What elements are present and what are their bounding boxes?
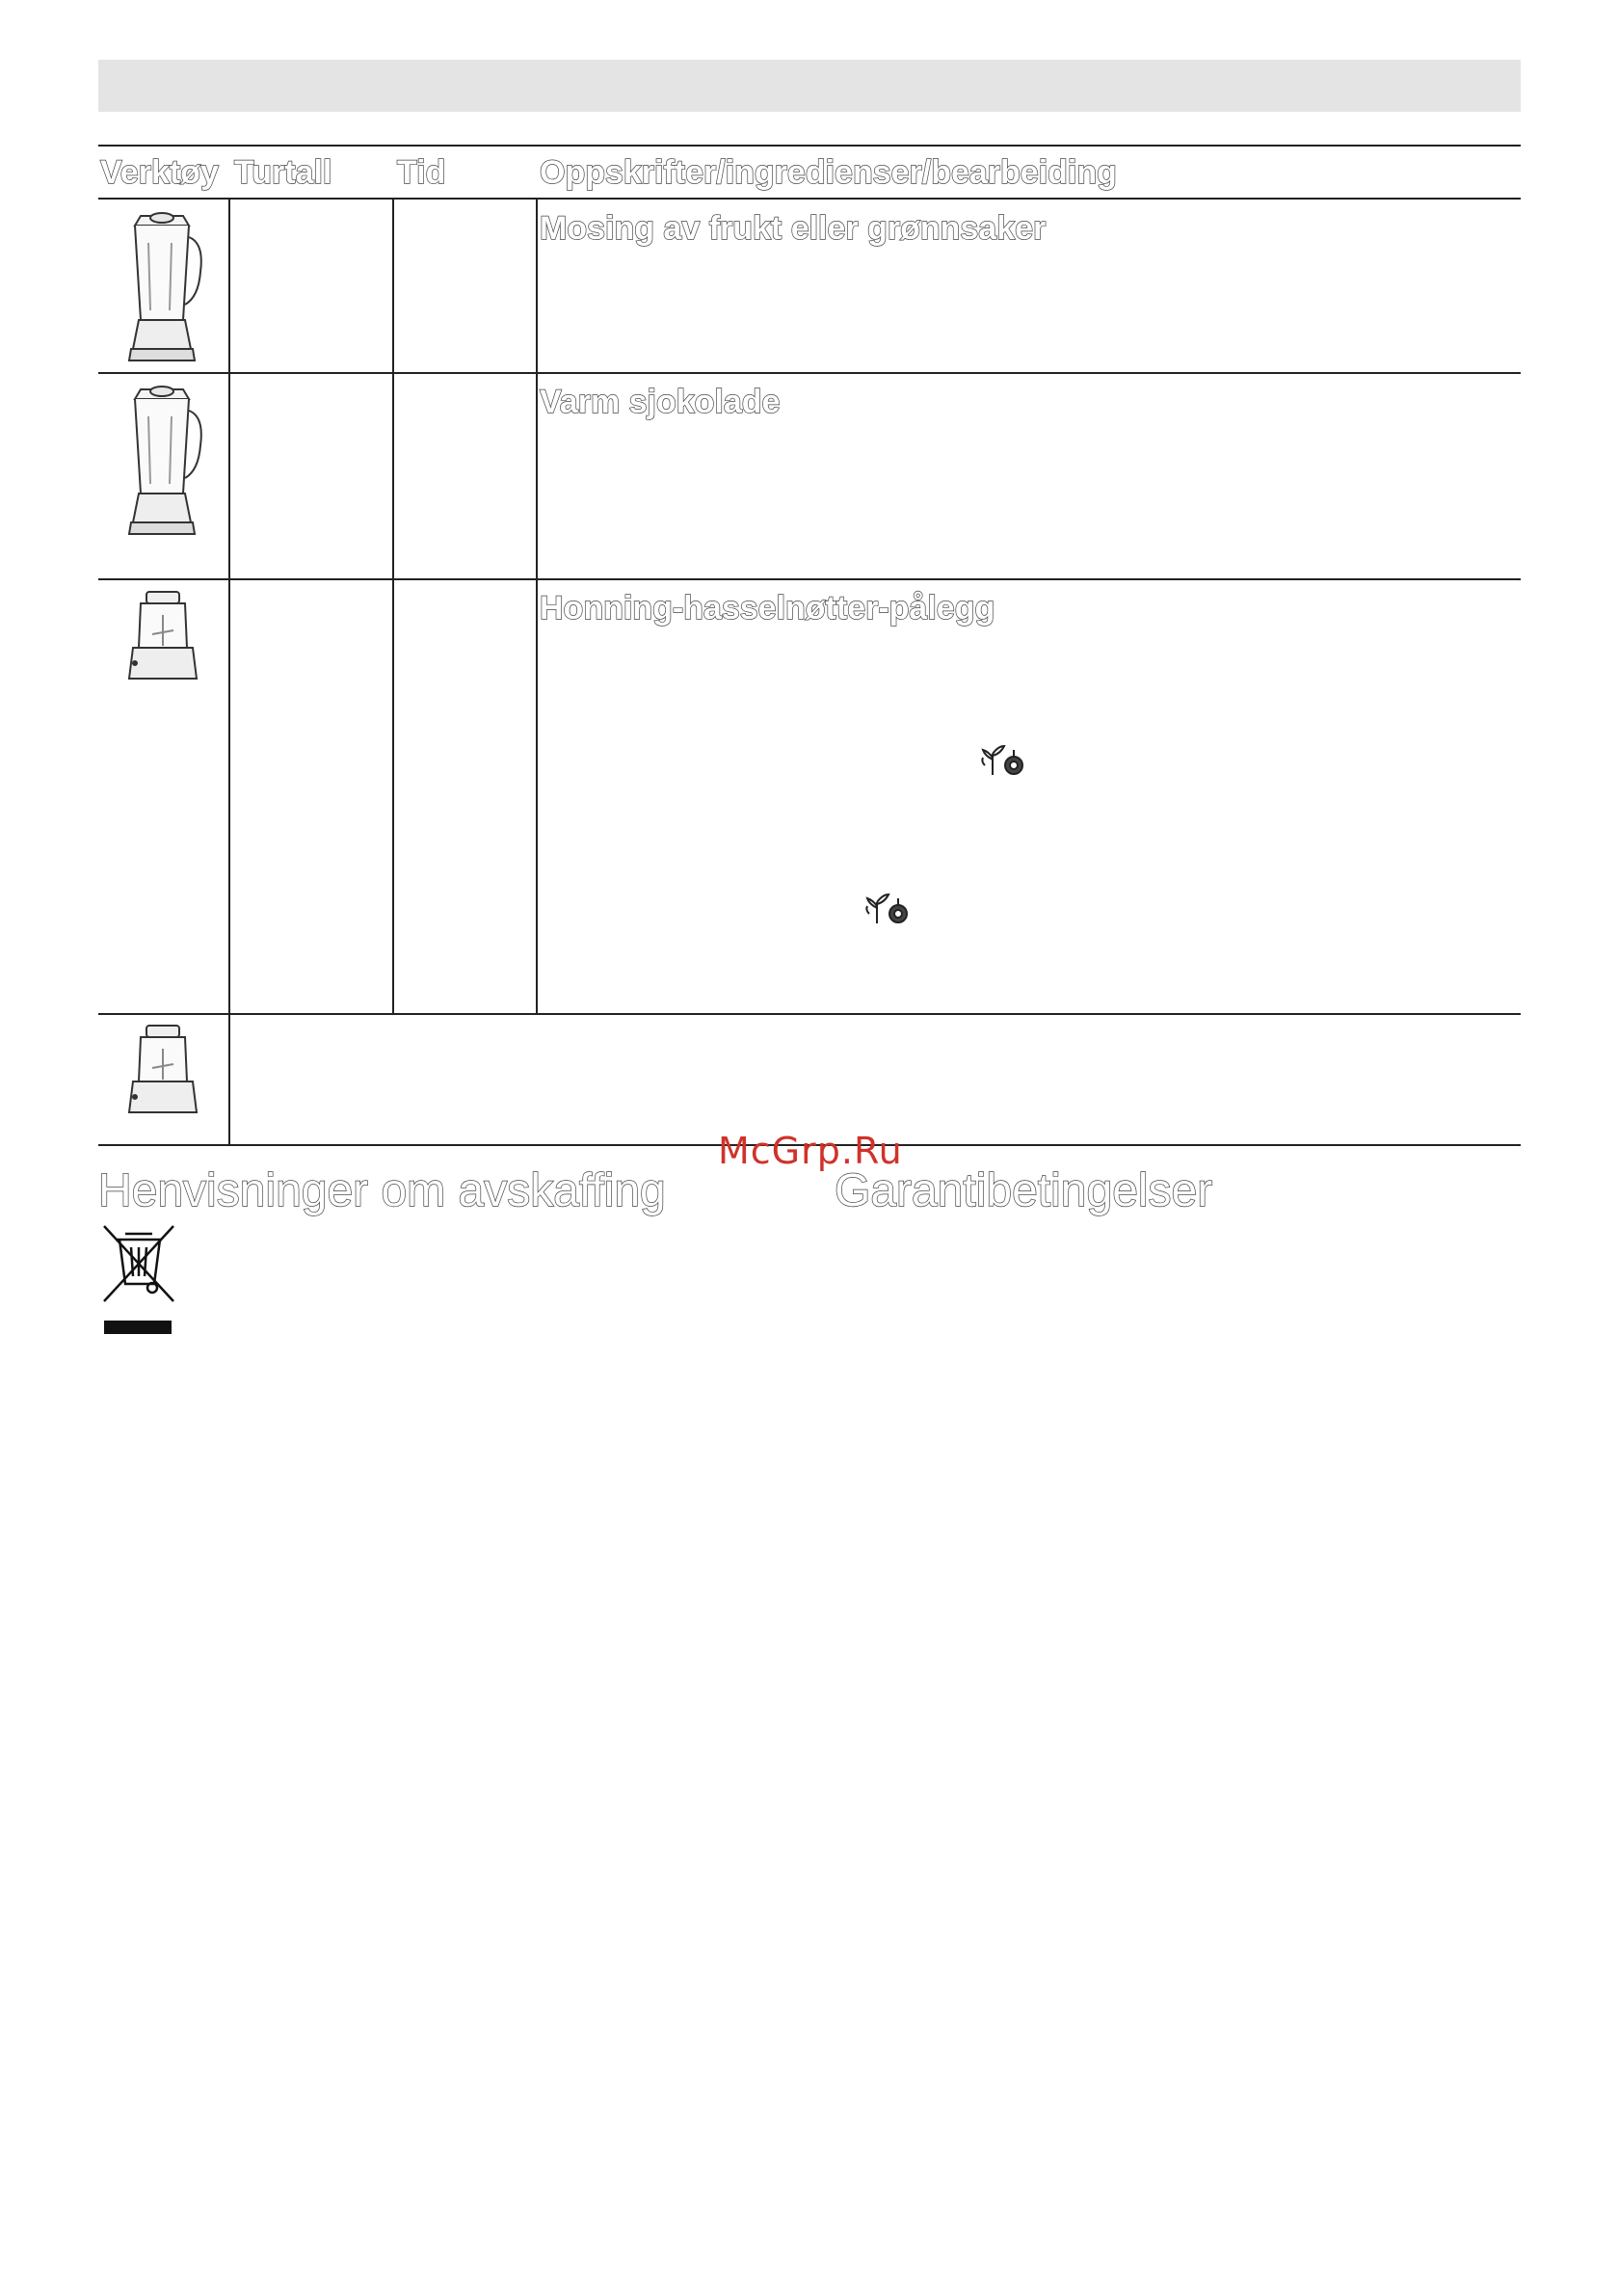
table-row-rule xyxy=(98,1013,1521,1015)
header-recipe: Oppskrifter/ingredienser/bearbeiding xyxy=(540,154,1117,191)
herb-onion-icon xyxy=(863,889,914,927)
header-time: Tid xyxy=(397,154,446,191)
warranty-heading: Garantibetingelser xyxy=(835,1165,1213,1216)
mini-chopper-icon xyxy=(119,1020,206,1126)
row-title: Varm sjokolade xyxy=(540,384,781,420)
column-divider xyxy=(536,198,538,1013)
header-speed: Turtall xyxy=(234,154,332,191)
row-title: Mosing av frukt eller grønnsaker xyxy=(540,210,1047,247)
weee-bin-icon xyxy=(98,1224,179,1340)
blender-jug-icon xyxy=(114,378,210,542)
disposal-heading: Henvisninger om avskaffing xyxy=(98,1165,666,1216)
row-title: Honning-hasselnøtter-pålegg xyxy=(540,590,995,627)
mini-chopper-icon xyxy=(119,586,206,692)
herb-onion-icon xyxy=(979,740,1029,779)
header-tool: Verktøy xyxy=(100,154,219,191)
blender-jug-icon xyxy=(114,204,210,368)
table-row-rule xyxy=(98,372,1521,374)
table-top-rule xyxy=(98,145,1521,147)
table-row-rule xyxy=(98,578,1521,580)
watermark: McGrp.Ru xyxy=(718,1130,903,1172)
column-divider xyxy=(228,198,230,1144)
column-divider xyxy=(392,198,394,1013)
header-band xyxy=(98,60,1521,112)
table-header-rule xyxy=(98,198,1521,200)
